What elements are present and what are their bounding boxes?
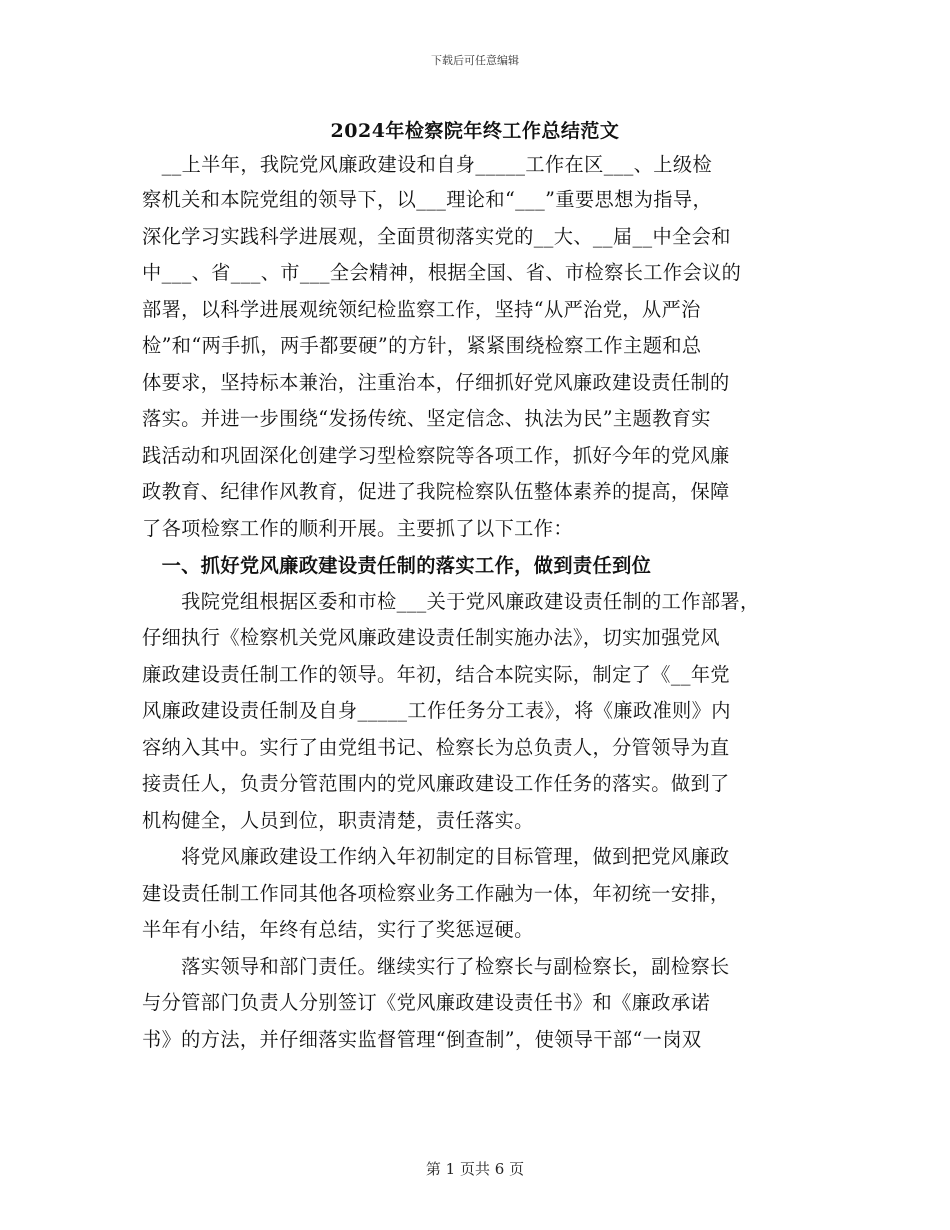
body-line: 中___、省___、市___全会精神，根据全国、省、市检察长工作会议的 <box>142 261 742 284</box>
body-line: 政教育、纪律作风教育，促进了我院检察队伍整体素养的提高，保障 <box>142 480 730 503</box>
body-line: 将党风廉政建设工作纳入年初制定的目标管理，做到把党风廉政 <box>142 845 730 868</box>
body-line: 与分管部门负责人分别签订《党风廉政建设责任书》和《廉政承诺 <box>142 991 711 1014</box>
body-line: 机构健全，人员到位，职责清楚，责任落实。 <box>142 809 534 832</box>
body-line: 容纳入其中。实行了由党组书记、检察长为总负责人，分管领导为直 <box>142 736 730 759</box>
body-line: 深化学习实践科学进展观，全面贯彻落实党的__大、__届__中全会和 <box>142 225 731 248</box>
body-line: 检”和“两手抓，两手都要硬”的方针，紧紧围绕检察工作主题和总 <box>142 334 702 357</box>
section-heading: 一、抓好党风廉政建设责任制的落实工作，做到责任到位 <box>142 554 652 577</box>
body-line: 建设责任制工作同其他各项检察业务工作融为一体，年初统一安排， <box>142 882 730 905</box>
body-line: 接责任人，负责分管范围内的党风廉政建设工作任务的落实。做到了 <box>142 772 730 795</box>
body-line: 仔细执行《检察机关党风廉政建设责任制实施办法》，切实加强党风 <box>142 626 721 649</box>
body-line: 风廉政建设责任制及自身_____工作任务分工表》，将《廉政准则》内 <box>142 699 731 722</box>
page-number: 第 1 页共 6 页 <box>425 1160 525 1178</box>
body-line: 廉政建设责任制工作的领导。年初，结合本院实际，制定了《__年党 <box>142 663 731 686</box>
page-header-note: 下载后可任意编辑 <box>431 54 519 67</box>
body-line: 体要求，坚持标本兼治，注重治本，仔细抓好党风廉政建设责任制的 <box>142 371 730 394</box>
body-line: 部署，以科学进展观统领纪检监察工作，坚持“从严治党，从严治 <box>142 298 701 321</box>
body-line: 了各项检察工作的顺利开展。主要抓了以下工作： <box>142 517 573 540</box>
document-title: 2024年检察院年终工作总结范文 <box>330 120 620 142</box>
body-line: 践活动和巩固深化创建学习型检察院等各项工作，抓好今年的党风廉 <box>142 444 730 467</box>
body-line: 我院党组根据区委和市检___关于党风廉政建设责任制的工作部署， <box>142 590 760 613</box>
body-line: 落实。并进一步围绕“发扬传统、坚定信念、执法为民”主题教育实 <box>142 407 711 430</box>
body-line: 书》的方法，并仔细落实监督管理“倒查制”，使领导干部“一岗双 <box>142 1028 702 1051</box>
body-line: 察机关和本院党组的领导下，以___理论和“___”重要思想为指导， <box>142 188 713 211</box>
body-line: 落实领导和部门责任。继续实行了检察长与副检察长，副检察长 <box>142 955 730 978</box>
body-line: __上半年，我院党风廉政建设和自身_____工作在区___、上级检 <box>142 153 713 176</box>
body-line: 半年有小结，年终有总结，实行了奖惩逗硬。 <box>142 918 534 941</box>
